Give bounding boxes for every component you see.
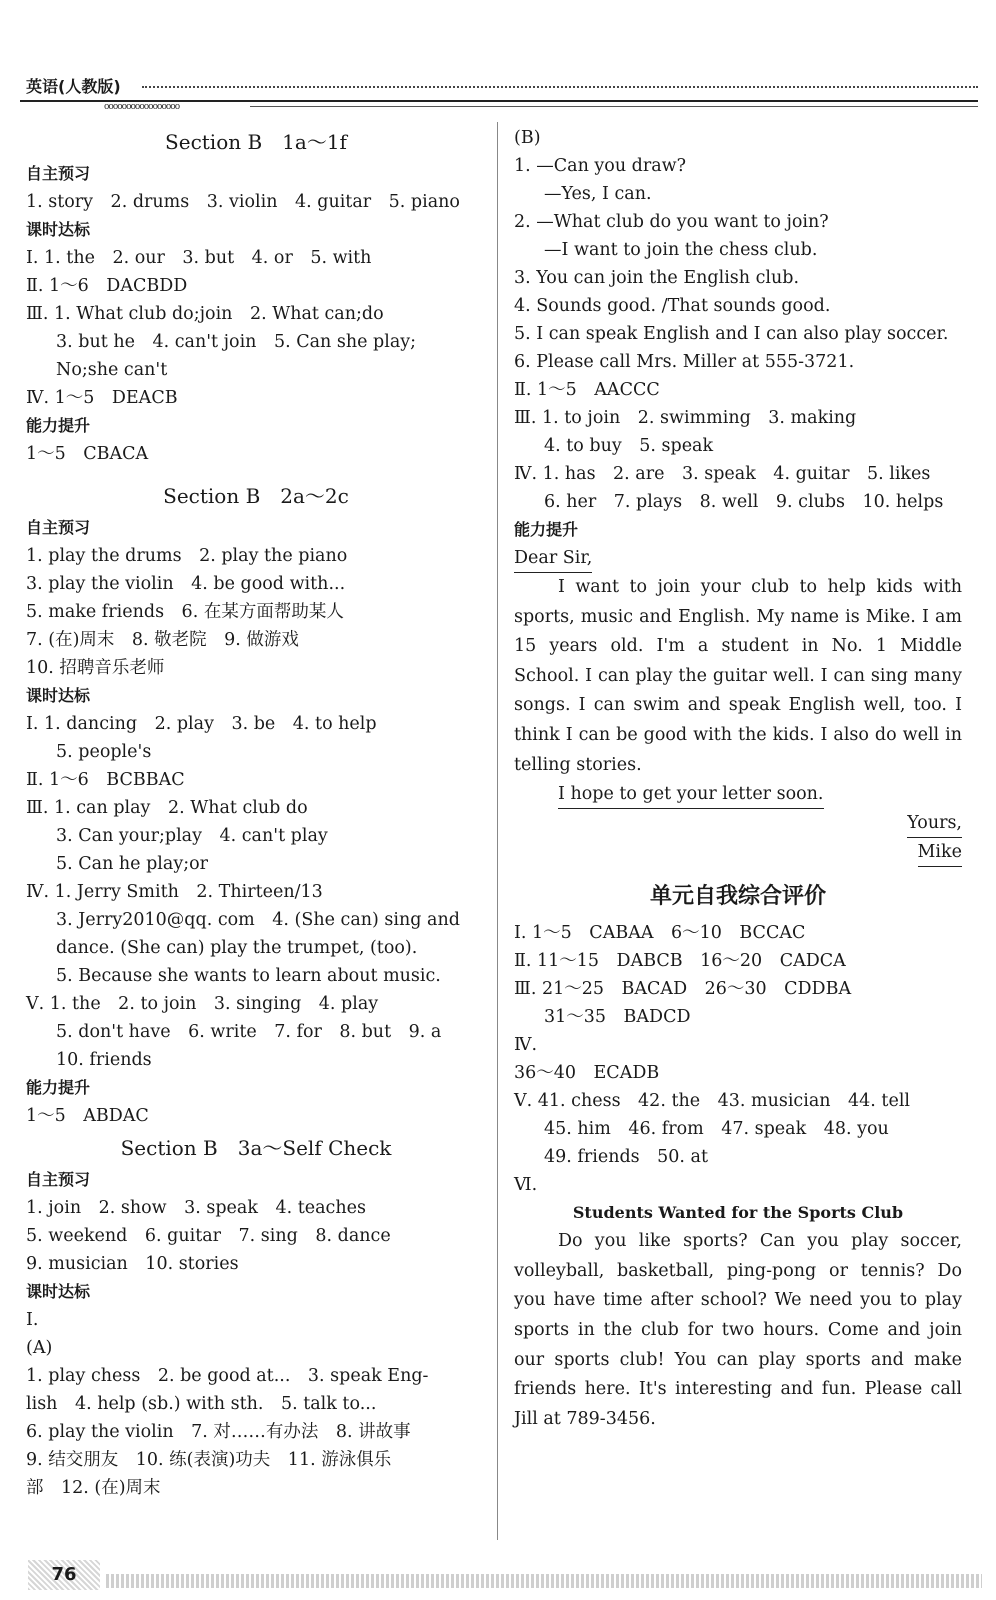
answer-line: 5. I can speak English and I can also play soccer. (514, 324, 949, 344)
answer-line: Ⅲ. 1. What club do;join 2. What can;do (26, 304, 384, 324)
page-footer (22, 1558, 982, 1594)
answer-line: 4. Sounds good. /That sounds good. (514, 296, 831, 316)
answer-line: —I want to join the chess club. (544, 240, 818, 260)
answer-line: 5. people's (56, 742, 152, 762)
answer-line: Ⅰ. 1. dancing 2. play 3. be 4. to help (26, 714, 377, 734)
answer-line: 1～5 ABDAC (26, 1106, 149, 1126)
answer-line: 5. don't have 6. write 7. for 8. but 9. a (56, 1022, 442, 1042)
answer-line: 6. her 7. plays 8. well 9. clubs 10. helps (544, 492, 944, 512)
letter-signature: Mike (918, 838, 962, 867)
answer-line: 45. him 46. from 47. speak 48. you (544, 1119, 889, 1140)
answer-line: 3. You can join the English club. (514, 268, 800, 288)
answer-line: 部 12. (在)周末 (26, 1478, 161, 1498)
answer-line: 1. join 2. show 3. speak 4. teaches (26, 1198, 366, 1218)
right-answers-top (514, 124, 962, 544)
answer-line: Ⅵ. (514, 1175, 538, 1196)
answer-line: 2. —What club do you want to join? (514, 212, 829, 232)
answer-line: Ⅳ. (514, 1035, 538, 1056)
letter-body: I want to join your club to help kids with sports, music and English. My name is Mike. I am 15 years old. I'm a student in No. 1 Middle School. I can play the guitar well. I can sing many songs. I can swim and speak English well, too. I think I can be good with the kids. I also do well in telling stories. (514, 577, 962, 775)
answer-line: (B) (514, 128, 541, 148)
answer-line: —Yes, I can. (544, 184, 652, 204)
section-heading: 自主预习 (26, 164, 91, 183)
answer-line: 1. play the drums 2. play the piano (26, 546, 348, 566)
answer-line: 1～5 CBACA (26, 444, 149, 464)
answer-line: 10. 招聘音乐老师 (26, 658, 165, 678)
answer-line: Ⅳ. 1. Jerry Smith 2. Thirteen/13 (26, 882, 323, 902)
answer-line: 5. make friends 6. 在某方面帮助某人 (26, 602, 344, 622)
answer-line: (A) (26, 1338, 53, 1358)
answer-line: Ⅴ. 41. chess 42. the 43. musician 44. tell (514, 1091, 911, 1112)
answer-line: 3. but he 4. can't join 5. Can she play; (56, 332, 417, 352)
section-heading: 课时达标 (26, 686, 91, 705)
answer-line: Ⅲ. 21～25 BACAD 26～30 CDDBA (514, 979, 852, 1000)
section-heading: 自主预习 (26, 518, 91, 537)
section-title: Section B 2a～2c (163, 484, 349, 508)
section-heading: 课时达标 (26, 220, 91, 239)
answer-line: No;she can't (56, 360, 168, 380)
section-heading: 自主预习 (26, 1170, 91, 1189)
answer-line: 9. 结交朋友 10. 练(表演)功夫 11. 游泳俱乐 (26, 1450, 392, 1470)
right-column (514, 124, 962, 1434)
header-ornament: ooooooooooooooooo (104, 102, 180, 112)
answer-line: Ⅲ. 1. to join 2. swimming 3. making (514, 408, 857, 428)
answer-line: 1. story 2. drums 3. violin 4. guitar 5. piano (26, 192, 460, 212)
answer-line: Ⅰ. 1～5 CABAA 6～10 BCCAC (514, 923, 806, 944)
answer-line: 10. friends (56, 1050, 152, 1070)
book-title: 英语(人教版) (26, 77, 121, 96)
answer-line: 7. (在)周末 8. 敬老院 9. 做游戏 (26, 630, 299, 650)
answer-line: Ⅳ. 1. has 2. are 3. speak 4. guitar 5. likes (514, 464, 931, 484)
unit-review-answers (514, 919, 962, 1199)
unit-review-title: 单元自我综合评价 (649, 884, 826, 910)
page-header (20, 72, 978, 112)
letter-closing-line: I hope to get your letter soon. (558, 780, 824, 809)
section-heading: 课时达标 (26, 1282, 91, 1301)
header-thin-rule (250, 106, 978, 107)
answer-line: Ⅲ. 1. can play 2. What club do (26, 798, 308, 818)
answer-line: 4. to buy 5. speak (544, 436, 714, 456)
answer-line: Ⅴ. 1. the 2. to join 3. singing 4. play (26, 994, 379, 1014)
answer-line: Ⅱ. 1～5 AACCC (514, 380, 660, 400)
answer-line: 5. Can he play;or (56, 854, 209, 874)
answer-line: Ⅰ. (26, 1310, 39, 1330)
page-number: 76 (28, 1560, 100, 1590)
answer-line: 6. play the violin 7. 对……有办法 8. 讲故事 (26, 1422, 411, 1442)
ad-body: Do you like sports? Can you play soccer, volleyball, basketball, ping-pong or tennis? Do you have time after school? We need you to play sports in the club for two hours. Come and join our sports club! You can play sports and make friends here. It's interesting and fun. Please call Jill at 789-3456. (514, 1231, 962, 1429)
answer-line: Ⅱ. 1～6 BCBBAC (26, 770, 185, 790)
letter-sign-off: Yours, (907, 809, 962, 838)
section-title: Section B 1a～1f (165, 130, 347, 154)
answer-line (26, 468, 486, 478)
answer-line: Ⅳ. 1～5 DEACB (26, 388, 178, 408)
section-heading: 能力提升 (26, 1078, 91, 1097)
section-heading: 能力提升 (514, 520, 579, 539)
section-heading: 能力提升 (26, 416, 91, 435)
answer-line: 31～35 BADCD (544, 1007, 691, 1028)
answer-line: Ⅰ. 1. the 2. our 3. but 4. or 5. with (26, 248, 372, 268)
answer-line: 6. Please call Mrs. Miller at 555-3721. (514, 352, 855, 372)
answer-line: dance. (She can) play the trumpet, (too). (56, 938, 418, 958)
footer-band (106, 1574, 982, 1588)
left-column (26, 124, 486, 1502)
letter (514, 544, 962, 867)
answer-line: 3. play the violin 4. be good with... (26, 574, 346, 594)
letter-greeting: Dear Sir, (514, 544, 592, 573)
answer-line: 49. friends 50. at (544, 1147, 709, 1168)
answer-line: 5. weekend 6. guitar 7. sing 8. dance (26, 1226, 391, 1246)
answer-line: 9. musician 10. stories (26, 1254, 239, 1274)
answer-line: Ⅱ. 11～15 DABCB 16～20 CADCA (514, 951, 846, 972)
answer-line: 1. —Can you draw? (514, 156, 687, 176)
column-divider (497, 122, 498, 1540)
answer-line: 3. Can your;play 4. can't play (56, 826, 328, 846)
answer-line: 3. Jerry2010@qq. com 4. (She can) sing and (56, 910, 460, 930)
answer-line: 36～40 ECADB (514, 1063, 660, 1084)
answer-line: Ⅱ. 1～6 DACBDD (26, 276, 188, 296)
ad-title: Students Wanted for the Sports Club (572, 1203, 904, 1223)
answer-line: 5. Because she wants to learn about music. (56, 966, 441, 986)
answer-line: lish 4. help (sb.) with sth. 5. talk to... (26, 1394, 377, 1414)
answer-line: 1. play chess 2. be good at... 3. speak Eng- (26, 1366, 429, 1386)
header-dotted-rule (142, 86, 978, 88)
section-title: Section B 3a～Self Check (120, 1136, 392, 1160)
